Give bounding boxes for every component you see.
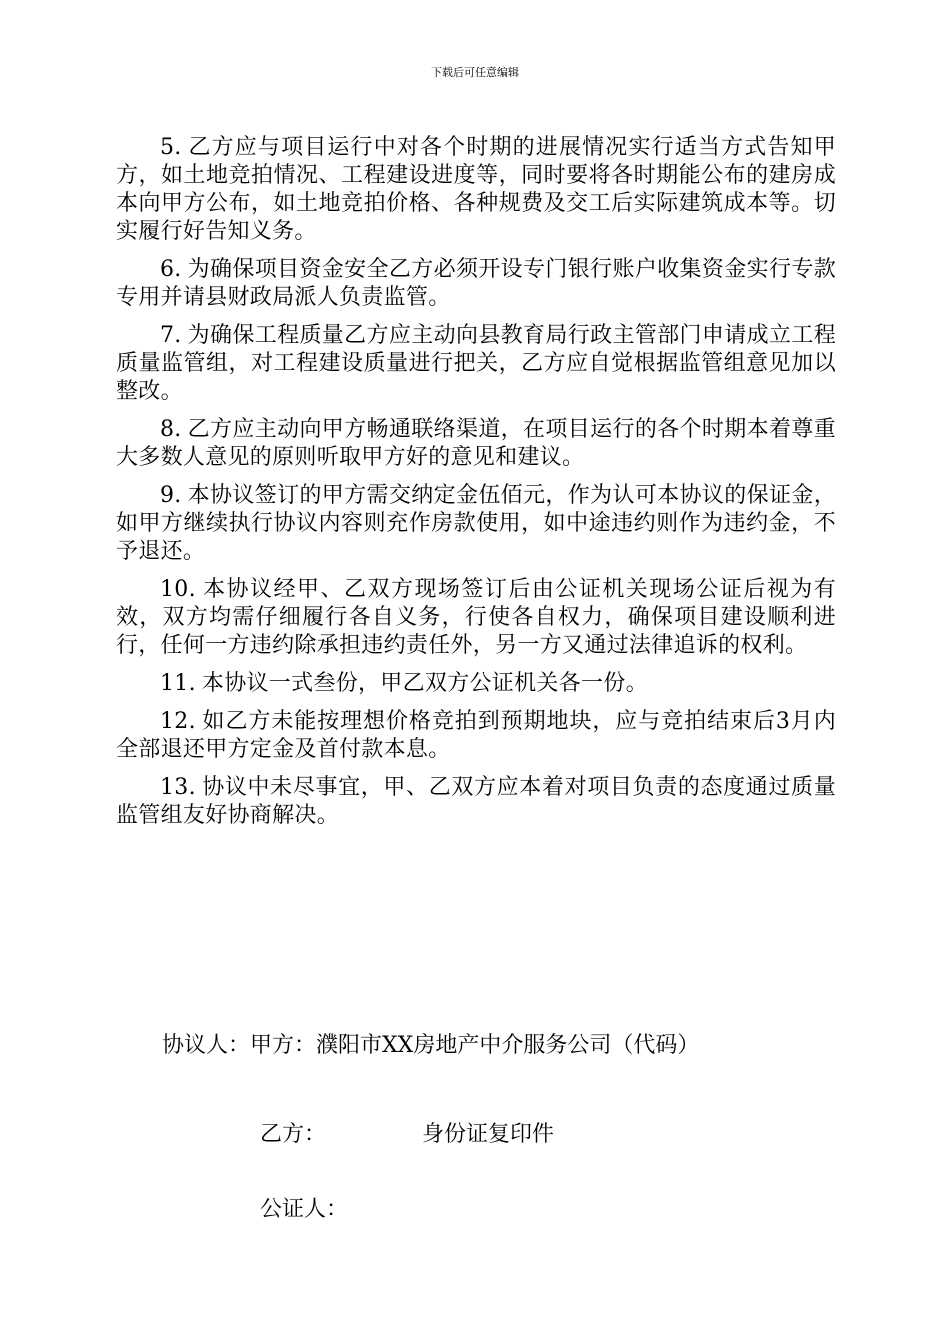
signature-party-b [260, 1121, 554, 1149]
header-note: 下载后可任意编辑 [431, 66, 519, 79]
clause-text: 为确保工程质量乙方应主动向县教育局行政主管部门申请成立工程质量监管组，对工程建设质量进行把关，乙方应自觉根据监管组意见加以整改。 [116, 323, 836, 404]
clause-text: 如乙方未能按理想价格竞拍到预期地块，应与竞拍结束后3月内全部退还甲方定金及首付款本息。 [116, 709, 836, 762]
clause-12 [116, 708, 836, 764]
clause-number: 6. [160, 257, 182, 282]
party-b-label: 乙方： [260, 1122, 327, 1147]
clause-number: 7. [160, 323, 182, 348]
clause-number: 8. [160, 417, 182, 442]
clause-7 [116, 322, 836, 406]
clause-text: 协议中未尽事宜，甲、乙双方应本着对项目负责的态度通过质量监管组友好协商解决。 [116, 775, 836, 828]
clause-6 [116, 256, 836, 312]
clause-text: 本协议一式叁份，甲乙双方公证机关各一份。 [201, 671, 648, 696]
clause-text: 乙方应与项目运行中对各个时期的进展情况实行适当方式告知甲方，如土地竞拍情况、工程建设进度等，同时要将各时期能公布的建房成本向甲方公布，如土地竞拍价格、各种规费及交工后实际建筑成本等。切实履行好告知义务。 [116, 135, 836, 244]
signature-notary: 公证人： [260, 1197, 349, 1222]
clause-10 [116, 576, 836, 660]
clause-list [116, 134, 836, 840]
clause-number: 12. [160, 709, 196, 734]
clause-text: 乙方应主动向甲方畅通联络渠道，在项目运行的各个时期本着尊重大多数人意见的原则听取甲方好的意见和建议。 [116, 417, 836, 470]
clause-text: 本协议经甲、乙双方现场签订后由公证机关现场公证后视为有效，双方均需仔细履行各自义务，行使各自权力，确保项目建设顺利进行，任何一方违约除承担违约责任外，另一方又通过法律追诉的权利。 [116, 577, 836, 658]
clause-11 [116, 670, 836, 698]
clause-5 [116, 134, 836, 246]
clause-13 [116, 774, 836, 830]
clause-number: 13. [160, 775, 196, 800]
clause-number: 11. [160, 671, 196, 696]
clause-text: 本协议签订的甲方需交纳定金伍佰元，作为认可本协议的保证金，如甲方继续执行协议内容则充作房款使用，如中途违约则作为违约金，不予退还。 [116, 483, 836, 564]
clause-number: 9. [160, 483, 182, 508]
clause-9 [116, 482, 836, 566]
clause-text: 为确保项目资金安全乙方必须开设专门银行账户收集资金实行专款专用并请县财政局派人负责监管。 [116, 257, 836, 310]
signature-party-a: 协议人：甲方：濮阳市XX房地产中介服务公司（代码） [162, 1033, 700, 1058]
party-b-value: 身份证复印件 [422, 1122, 555, 1147]
clause-8 [116, 416, 836, 472]
clause-number: 5. [160, 135, 182, 160]
clause-number: 10. [160, 577, 196, 602]
